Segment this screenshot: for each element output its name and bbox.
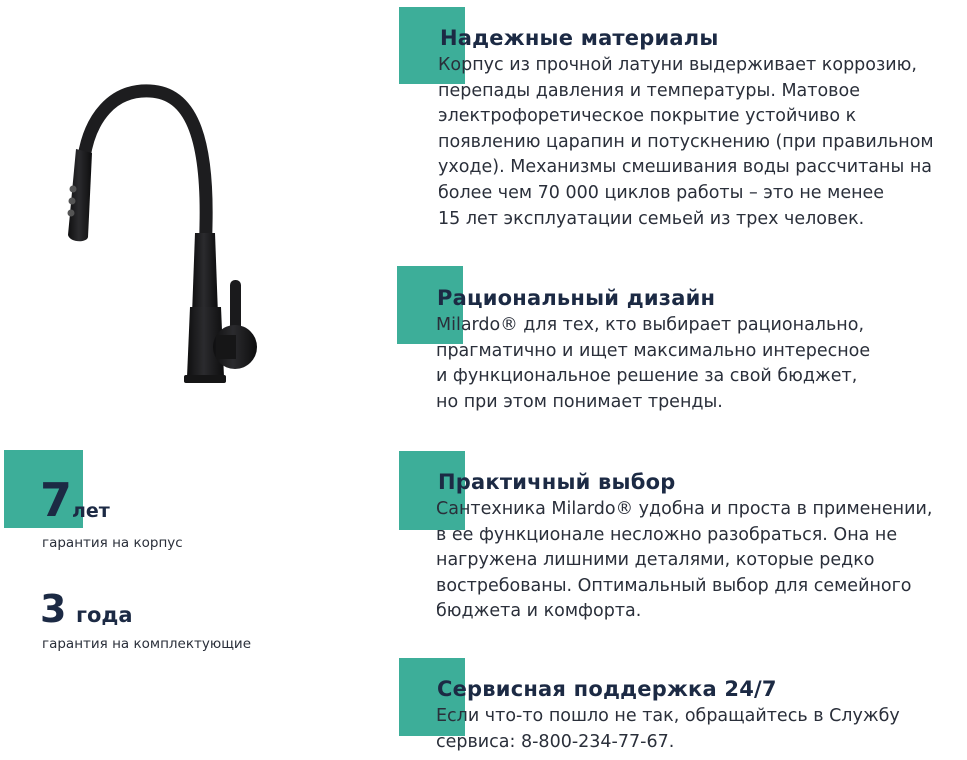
feature-text-materials bbox=[438, 53, 934, 232]
warranty-parts-unit: года bbox=[76, 603, 133, 627]
warranty-body-unit: лет bbox=[72, 500, 110, 522]
feature-title-support: Сервисная поддержка 24/7 bbox=[437, 677, 777, 701]
text-line: появлению царапин и потускнению (при правильном bbox=[438, 131, 934, 152]
text-line: Milardo® для тех, кто выбирает рационально, bbox=[436, 315, 865, 335]
feature-title-design: Рациональный дизайн bbox=[437, 286, 716, 310]
warranty-body-caption: гарантия на корпус bbox=[42, 535, 183, 551]
warranty-parts-number: 3 bbox=[40, 587, 67, 631]
support-phone-line: сервиса: 8-800-234-77-67. bbox=[436, 731, 675, 752]
text-line: электрофоретическое покрытие устойчиво к bbox=[438, 106, 857, 127]
text-line: 15 лет эксплуатации семьей из трех человек. bbox=[438, 208, 865, 229]
text-line: уходе). Механизмы смешивания воды рассчитаны на bbox=[438, 157, 932, 178]
feature-title-materials: Надежные материалы bbox=[440, 26, 719, 50]
feature-text-choice bbox=[436, 497, 932, 625]
feature-title-choice: Практичный выбор bbox=[438, 470, 676, 494]
warranty-parts-caption: гарантия на комплектующие bbox=[42, 636, 251, 652]
text-line: в ее функционале несложно разобраться. Она не bbox=[436, 524, 898, 545]
text-line: нагружена лишними деталями, которые редко bbox=[436, 550, 875, 571]
text-line: Если что-то пошло не так, обращайтесь в Службу bbox=[436, 706, 900, 726]
feature-text-design bbox=[436, 313, 870, 415]
text-line: более чем 70 000 циклов работы – это не менее bbox=[438, 182, 885, 203]
text-line: Корпус из прочной латуни выдерживает коррозию, bbox=[438, 55, 917, 75]
text-line: бюджета и комфорта. bbox=[436, 601, 642, 622]
text-line: прагматично и ищет максимально интересное bbox=[436, 340, 871, 361]
text-line: перепады давления и температуры. Матовое bbox=[438, 80, 860, 101]
faucet-image bbox=[40, 75, 280, 405]
text-line: но при этом понимает тренды. bbox=[436, 391, 723, 412]
warranty-body-number: 7 bbox=[40, 473, 73, 527]
text-line: и функциональное решение за свой бюджет, bbox=[436, 366, 858, 387]
feature-text-support bbox=[436, 704, 900, 755]
text-line: Сантехника Milardo® удобна и проста в применении, bbox=[436, 499, 933, 519]
text-line: востребованы. Оптимальный выбор для семейного bbox=[436, 575, 912, 596]
